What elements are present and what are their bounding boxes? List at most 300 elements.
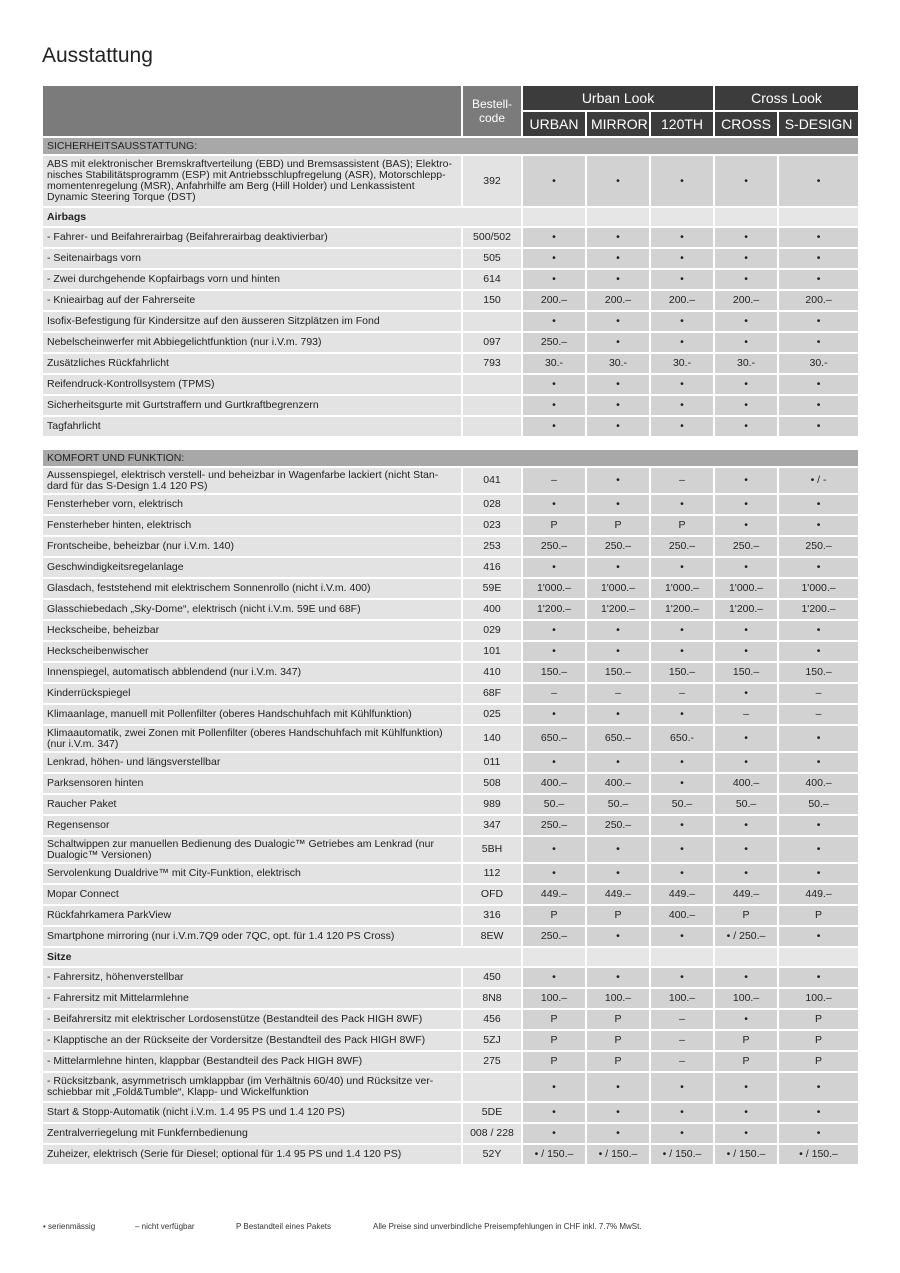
value-cross: • — [715, 516, 779, 537]
table-row — [43, 705, 858, 726]
value-s-design: • — [779, 558, 858, 579]
value-urban: 449.– — [523, 885, 587, 906]
value-cross: 1'200.– — [715, 600, 779, 621]
table-row — [43, 864, 858, 885]
table-row — [43, 228, 858, 249]
value-urban: 400.– — [523, 774, 587, 795]
value-cross: • — [715, 642, 779, 663]
page-title: Ausstattung — [42, 44, 153, 67]
empty-cell — [587, 208, 651, 228]
value-urban: • — [523, 837, 587, 864]
order-code: 316 — [463, 906, 523, 927]
value-120th: • — [651, 249, 715, 270]
feature-label: Reifendruck-Kontrollsystem (TPMS) — [43, 375, 463, 396]
table-row — [43, 417, 858, 438]
order-code — [463, 417, 523, 438]
value-s-design: P — [779, 1031, 858, 1052]
table-row — [43, 906, 858, 927]
value-mirror: • — [587, 312, 651, 333]
feature-label: Fensterheber vorn, elektrisch — [43, 495, 463, 516]
feature-label: Heckscheibenwischer — [43, 642, 463, 663]
order-code: 392 — [463, 156, 523, 208]
value-mirror: • — [587, 927, 651, 948]
value-120th: 50.– — [651, 795, 715, 816]
order-code: 400 — [463, 600, 523, 621]
value-120th: • — [651, 1103, 715, 1124]
order-code — [463, 375, 523, 396]
value-120th: • — [651, 774, 715, 795]
table-row — [43, 396, 858, 417]
value-120th: • — [651, 642, 715, 663]
value-s-design: • — [779, 816, 858, 837]
table-row — [43, 375, 858, 396]
value-120th: 1'000.– — [651, 579, 715, 600]
value-s-design: • — [779, 333, 858, 354]
value-s-design: 150.– — [779, 663, 858, 684]
subsection-title: Sitze — [43, 948, 523, 968]
value-s-design: • — [779, 864, 858, 885]
table-row — [43, 354, 858, 375]
value-120th: 150.– — [651, 663, 715, 684]
value-urban: • — [523, 705, 587, 726]
order-code: 8N8 — [463, 989, 523, 1010]
order-code-header: Bestell- code — [463, 86, 523, 138]
value-cross: • — [715, 558, 779, 579]
value-s-design: • — [779, 1103, 858, 1124]
order-code: 097 — [463, 333, 523, 354]
value-120th: • — [651, 270, 715, 291]
order-code: 025 — [463, 705, 523, 726]
table-row — [43, 968, 858, 989]
legend-package: P Bestandteil eines Pakets — [236, 1222, 332, 1231]
table-row — [43, 270, 858, 291]
value-cross: • — [715, 837, 779, 864]
section-title: SICHERHEITSAUSSTATTUNG: — [43, 138, 858, 156]
feature-label: Nebelscheinwerfer mit Abbiegelichtfunktion (nur i.V.m. 793) — [43, 333, 463, 354]
order-code: 253 — [463, 537, 523, 558]
value-s-design: • — [779, 417, 858, 438]
value-cross: 250.– — [715, 537, 779, 558]
value-120th: • — [651, 837, 715, 864]
order-code: 500/502 — [463, 228, 523, 249]
value-cross: • — [715, 468, 779, 495]
empty-cell — [779, 208, 858, 228]
feature-label: Klimaanlage, manuell mit Pollenfilter (oberes Handschuhfach mit Kühlfunktion) — [43, 705, 463, 726]
feature-label: - Fahrer- und Beifahrerairbag (Beifahrerairbag deaktivierbar) — [43, 228, 463, 249]
value-120th: • — [651, 1124, 715, 1145]
order-code: 029 — [463, 621, 523, 642]
value-cross: • — [715, 1010, 779, 1031]
feature-label: - Knieairbag auf der Fahrerseite — [43, 291, 463, 312]
order-code: 410 — [463, 663, 523, 684]
value-120th: 200.– — [651, 291, 715, 312]
value-urban: P — [523, 1031, 587, 1052]
order-code: 150 — [463, 291, 523, 312]
feature-label: Tagfahrlicht — [43, 417, 463, 438]
value-mirror: • — [587, 753, 651, 774]
value-urban: • — [523, 642, 587, 663]
feature-label: Isofix-Befestigung für Kindersitze auf den äusseren Sitzplätzen im Fond — [43, 312, 463, 333]
value-120th: • — [651, 1073, 715, 1103]
value-cross: • — [715, 1103, 779, 1124]
value-urban: • / 150.– — [523, 1145, 587, 1166]
value-cross: • — [715, 270, 779, 291]
value-120th: • — [651, 816, 715, 837]
order-code: 112 — [463, 864, 523, 885]
model-header-s-design: S-DESIGN — [779, 112, 858, 138]
value-120th: 1'200.– — [651, 600, 715, 621]
order-code: 456 — [463, 1010, 523, 1031]
legend-not-available: – nicht verfügbar — [135, 1222, 195, 1231]
value-cross: • — [715, 753, 779, 774]
feature-label: Aussenspiegel, elektrisch verstell- und beheizbar in Wagenfarbe lackiert (nicht Stan-dard für das S-Design 1.4 120 PS) — [43, 468, 463, 495]
value-120th: • — [651, 558, 715, 579]
feature-label: Zusätzliches Rückfahrlicht — [43, 354, 463, 375]
value-s-design: 1'000.– — [779, 579, 858, 600]
value-120th: • — [651, 228, 715, 249]
feature-label: - Klapptische an der Rückseite der Vordersitze (Bestandteil des Pack HIGH 8WF) — [43, 1031, 463, 1052]
value-120th: • — [651, 753, 715, 774]
section-title: KOMFORT UND FUNKTION: — [43, 450, 858, 468]
feature-label: Frontscheibe, beheizbar (nur i.V.m. 140) — [43, 537, 463, 558]
value-mirror: • — [587, 270, 651, 291]
legend-price-note: Alle Preise sind unverbindliche Preisempfehlungen in CHF inkl. 7.7% MwSt. — [373, 1222, 642, 1231]
value-cross: • — [715, 726, 779, 753]
table-row — [43, 291, 858, 312]
table-row — [43, 642, 858, 663]
value-cross: • — [715, 968, 779, 989]
table-row — [43, 753, 858, 774]
value-s-design: 200.– — [779, 291, 858, 312]
table-row — [43, 537, 858, 558]
order-code — [463, 312, 523, 333]
order-code: 008 / 228 — [463, 1124, 523, 1145]
value-urban: 250.– — [523, 927, 587, 948]
value-cross: 30.- — [715, 354, 779, 375]
order-code: 041 — [463, 468, 523, 495]
value-120th: • — [651, 927, 715, 948]
value-120th: 100.– — [651, 989, 715, 1010]
value-120th: – — [651, 1010, 715, 1031]
value-cross: 400.– — [715, 774, 779, 795]
value-cross: P — [715, 906, 779, 927]
order-code — [463, 396, 523, 417]
value-urban: • — [523, 864, 587, 885]
value-cross: • — [715, 495, 779, 516]
feature-label: Zuheizer, elektrisch (Serie für Diesel; optional für 1.4 95 PS und 1.4 120 PS) — [43, 1145, 463, 1166]
order-code: 59E — [463, 579, 523, 600]
order-code: 5DE — [463, 1103, 523, 1124]
value-cross: • — [715, 312, 779, 333]
table-row — [43, 621, 858, 642]
value-s-design: • — [779, 753, 858, 774]
feature-label: Schaltwippen zur manuellen Bedienung des Dualogic™ Getriebes am Lenkrad (nur Dualogic™ Versionen) — [43, 837, 463, 864]
value-s-design: 50.– — [779, 795, 858, 816]
value-cross: • / 150.– — [715, 1145, 779, 1166]
value-cross: – — [715, 705, 779, 726]
value-120th: • — [651, 417, 715, 438]
value-cross: 1'000.– — [715, 579, 779, 600]
feature-label: Klimaautomatik, zwei Zonen mit Pollenfilter (oberes Handschuhfach mit Kühlfunktion) (nur i.V.m. 347) — [43, 726, 463, 753]
legend-standard: • serienmässig — [43, 1222, 96, 1231]
table-row — [43, 795, 858, 816]
table-row — [43, 516, 858, 537]
value-cross: 150.– — [715, 663, 779, 684]
value-mirror: 650.– — [587, 726, 651, 753]
value-s-design: • — [779, 312, 858, 333]
feature-label: Lenkrad, höhen- und längsverstellbar — [43, 753, 463, 774]
value-cross: • — [715, 156, 779, 208]
table-row — [43, 156, 858, 208]
value-s-design: • — [779, 1073, 858, 1103]
value-s-design: 30.- — [779, 354, 858, 375]
value-mirror: P — [587, 1031, 651, 1052]
feature-label: Start & Stopp-Automatik (nicht i.V.m. 1.4 95 PS und 1.4 120 PS) — [43, 1103, 463, 1124]
table-row — [43, 1010, 858, 1031]
value-urban: • — [523, 270, 587, 291]
value-urban: • — [523, 156, 587, 208]
value-urban: • — [523, 375, 587, 396]
value-mirror: • — [587, 228, 651, 249]
value-mirror: • — [587, 968, 651, 989]
value-120th: • — [651, 705, 715, 726]
value-s-design: 400.– — [779, 774, 858, 795]
value-urban: • — [523, 312, 587, 333]
group-header-cross-look: Cross Look — [715, 86, 858, 112]
table-row — [43, 684, 858, 705]
feature-label: Fensterheber hinten, elektrisch — [43, 516, 463, 537]
value-urban: 150.– — [523, 663, 587, 684]
section-gap — [43, 438, 858, 450]
value-120th: • — [651, 968, 715, 989]
model-header-cross: CROSS — [715, 112, 779, 138]
value-urban: • — [523, 396, 587, 417]
value-s-design: • — [779, 726, 858, 753]
value-120th: • — [651, 396, 715, 417]
value-s-design: • — [779, 837, 858, 864]
value-cross: 50.– — [715, 795, 779, 816]
value-urban: • — [523, 228, 587, 249]
value-s-design: • — [779, 375, 858, 396]
value-s-design: • — [779, 156, 858, 208]
value-s-design: • — [779, 968, 858, 989]
value-urban: 250.– — [523, 333, 587, 354]
order-code: 450 — [463, 968, 523, 989]
value-120th: P — [651, 516, 715, 537]
value-mirror: 1'000.– — [587, 579, 651, 600]
value-cross: P — [715, 1052, 779, 1073]
value-120th: • — [651, 333, 715, 354]
value-120th: 449.– — [651, 885, 715, 906]
table-row — [43, 837, 858, 864]
value-mirror: 250.– — [587, 816, 651, 837]
feature-label: - Seitenairbags vorn — [43, 249, 463, 270]
value-120th: • — [651, 156, 715, 208]
table-row — [43, 468, 858, 495]
order-code: 793 — [463, 354, 523, 375]
table-row — [43, 495, 858, 516]
value-mirror: • — [587, 417, 651, 438]
table-row — [43, 1031, 858, 1052]
value-120th: – — [651, 468, 715, 495]
feature-label: Regensensor — [43, 816, 463, 837]
value-s-design: 100.– — [779, 989, 858, 1010]
table-row — [43, 249, 858, 270]
value-120th: • — [651, 312, 715, 333]
value-mirror: • — [587, 864, 651, 885]
table-row — [43, 312, 858, 333]
value-mirror: – — [587, 684, 651, 705]
value-cross: • — [715, 621, 779, 642]
table-row — [43, 558, 858, 579]
feature-label: - Fahrersitz mit Mittelarmlehne — [43, 989, 463, 1010]
section-header — [43, 138, 858, 156]
value-120th: • — [651, 621, 715, 642]
feature-label: Smartphone mirroring (nur i.V.m.7Q9 oder 7QC, opt. für 1.4 120 PS Cross) — [43, 927, 463, 948]
feature-label: Glasschiebedach „Sky-Dome“, elektrisch (nicht i.V.m. 59E und 68F) — [43, 600, 463, 621]
value-mirror: P — [587, 1052, 651, 1073]
model-header-urban: URBAN — [523, 112, 587, 138]
value-mirror: 449.– — [587, 885, 651, 906]
order-code: 508 — [463, 774, 523, 795]
value-cross: • — [715, 249, 779, 270]
value-mirror: 1'200.– — [587, 600, 651, 621]
feature-label: Raucher Paket — [43, 795, 463, 816]
value-s-design: – — [779, 705, 858, 726]
value-s-design: P — [779, 906, 858, 927]
value-cross: • — [715, 864, 779, 885]
table-row — [43, 989, 858, 1010]
value-urban: • — [523, 249, 587, 270]
table-row — [43, 774, 858, 795]
value-cross: P — [715, 1031, 779, 1052]
value-cross: • — [715, 816, 779, 837]
value-mirror: 200.– — [587, 291, 651, 312]
value-s-design: – — [779, 684, 858, 705]
table-row — [43, 1124, 858, 1145]
order-code: 5BH — [463, 837, 523, 864]
feature-label: Heckscheibe, beheizbar — [43, 621, 463, 642]
value-mirror: P — [587, 1010, 651, 1031]
value-urban: 250.– — [523, 816, 587, 837]
value-mirror: • — [587, 1124, 651, 1145]
feature-label: - Zwei durchgehende Kopfairbags vorn und hinten — [43, 270, 463, 291]
order-code: 8EW — [463, 927, 523, 948]
subsection-title: Airbags — [43, 208, 523, 228]
feature-label: Glasdach, feststehend mit elektrischem Sonnenrollo (nicht i.V.m. 400) — [43, 579, 463, 600]
value-urban: • — [523, 495, 587, 516]
value-cross: • / 250.– — [715, 927, 779, 948]
feature-label: Parksensoren hinten — [43, 774, 463, 795]
table-row — [43, 1103, 858, 1124]
value-s-design: • — [779, 1124, 858, 1145]
value-s-design: • — [779, 516, 858, 537]
value-urban: 1'000.– — [523, 579, 587, 600]
order-code: 68F — [463, 684, 523, 705]
value-120th: • / 150.– — [651, 1145, 715, 1166]
value-urban: • — [523, 621, 587, 642]
feature-label: - Beifahrersitz mit elektrischer Lordosenstütze (Bestandteil des Pack HIGH 8WF) — [43, 1010, 463, 1031]
value-mirror: • — [587, 249, 651, 270]
value-cross: • — [715, 375, 779, 396]
feature-label: Geschwindigkeitsregelanlage — [43, 558, 463, 579]
table-row — [43, 1145, 858, 1166]
value-120th: – — [651, 1031, 715, 1052]
header-blank — [43, 86, 463, 138]
value-mirror: P — [587, 516, 651, 537]
value-cross: • — [715, 1073, 779, 1103]
feature-label: - Rücksitzbank, asymmetrisch umklappbar (im Verhältnis 60/40) und Rücksitze ver-schiebbar mit „Fold&Tumble“, Klapp- und Wickelfunktion — [43, 1073, 463, 1103]
value-urban: • — [523, 968, 587, 989]
value-120th: – — [651, 684, 715, 705]
value-mirror: • — [587, 333, 651, 354]
empty-cell — [779, 948, 858, 968]
model-header-120th: 120TH — [651, 112, 715, 138]
feature-label: Servolenkung Dualdrive™ mit City-Funktion, elektrisch — [43, 864, 463, 885]
value-mirror: • — [587, 1103, 651, 1124]
value-mirror: 400.– — [587, 774, 651, 795]
value-s-design: • — [779, 228, 858, 249]
value-s-design: • — [779, 270, 858, 291]
value-cross: • — [715, 228, 779, 249]
feature-label: ABS mit elektronischer Bremskraftverteilung (EBD) und Bremsassistent (BAS); Elektro-nisches Stabilitätsprogramm (ESP) mit Antriebsschlupfregelung (ASR), Motorschlepp-momentenregelung (MSR), Anfahrhilfe am Berg (Hill Holder) und Lenkassistent Dynamic Steering Torque (DST) — [43, 156, 463, 208]
table-row — [43, 885, 858, 906]
order-code: 416 — [463, 558, 523, 579]
value-urban: 250.– — [523, 537, 587, 558]
order-code: 614 — [463, 270, 523, 291]
feature-label: Mopar Connect — [43, 885, 463, 906]
value-urban: • — [523, 417, 587, 438]
order-code: 101 — [463, 642, 523, 663]
feature-label: Sicherheitsgurte mit Gurtstraffern und Gurtkraftbegrenzern — [43, 396, 463, 417]
value-urban: • — [523, 1073, 587, 1103]
table-row — [43, 726, 858, 753]
empty-cell — [523, 208, 587, 228]
value-120th: • — [651, 375, 715, 396]
feature-label: - Mittelarmlehne hinten, klappbar (Bestandteil des Pack HIGH 8WF) — [43, 1052, 463, 1073]
value-urban: • — [523, 1124, 587, 1145]
value-s-design: • — [779, 927, 858, 948]
value-mirror: 30.- — [587, 354, 651, 375]
value-s-design: P — [779, 1052, 858, 1073]
value-cross: 100.– — [715, 989, 779, 1010]
value-mirror: 250.– — [587, 537, 651, 558]
value-urban: P — [523, 1010, 587, 1031]
value-120th: 400.– — [651, 906, 715, 927]
value-120th: • — [651, 495, 715, 516]
section-header — [43, 450, 858, 468]
order-code: 275 — [463, 1052, 523, 1073]
value-mirror: 150.– — [587, 663, 651, 684]
empty-cell — [523, 948, 587, 968]
value-s-design: • / - — [779, 468, 858, 495]
value-urban: 100.– — [523, 989, 587, 1010]
value-s-design: 250.– — [779, 537, 858, 558]
value-120th: 650.- — [651, 726, 715, 753]
value-urban: • — [523, 753, 587, 774]
value-mirror: • — [587, 1073, 651, 1103]
order-code: OFD — [463, 885, 523, 906]
value-mirror: • — [587, 156, 651, 208]
value-urban: – — [523, 468, 587, 495]
value-urban: 650.– — [523, 726, 587, 753]
value-urban: P — [523, 1052, 587, 1073]
order-code: 505 — [463, 249, 523, 270]
value-120th: – — [651, 1052, 715, 1073]
value-mirror: • — [587, 375, 651, 396]
value-s-design: P — [779, 1010, 858, 1031]
subsection-header — [43, 948, 858, 968]
